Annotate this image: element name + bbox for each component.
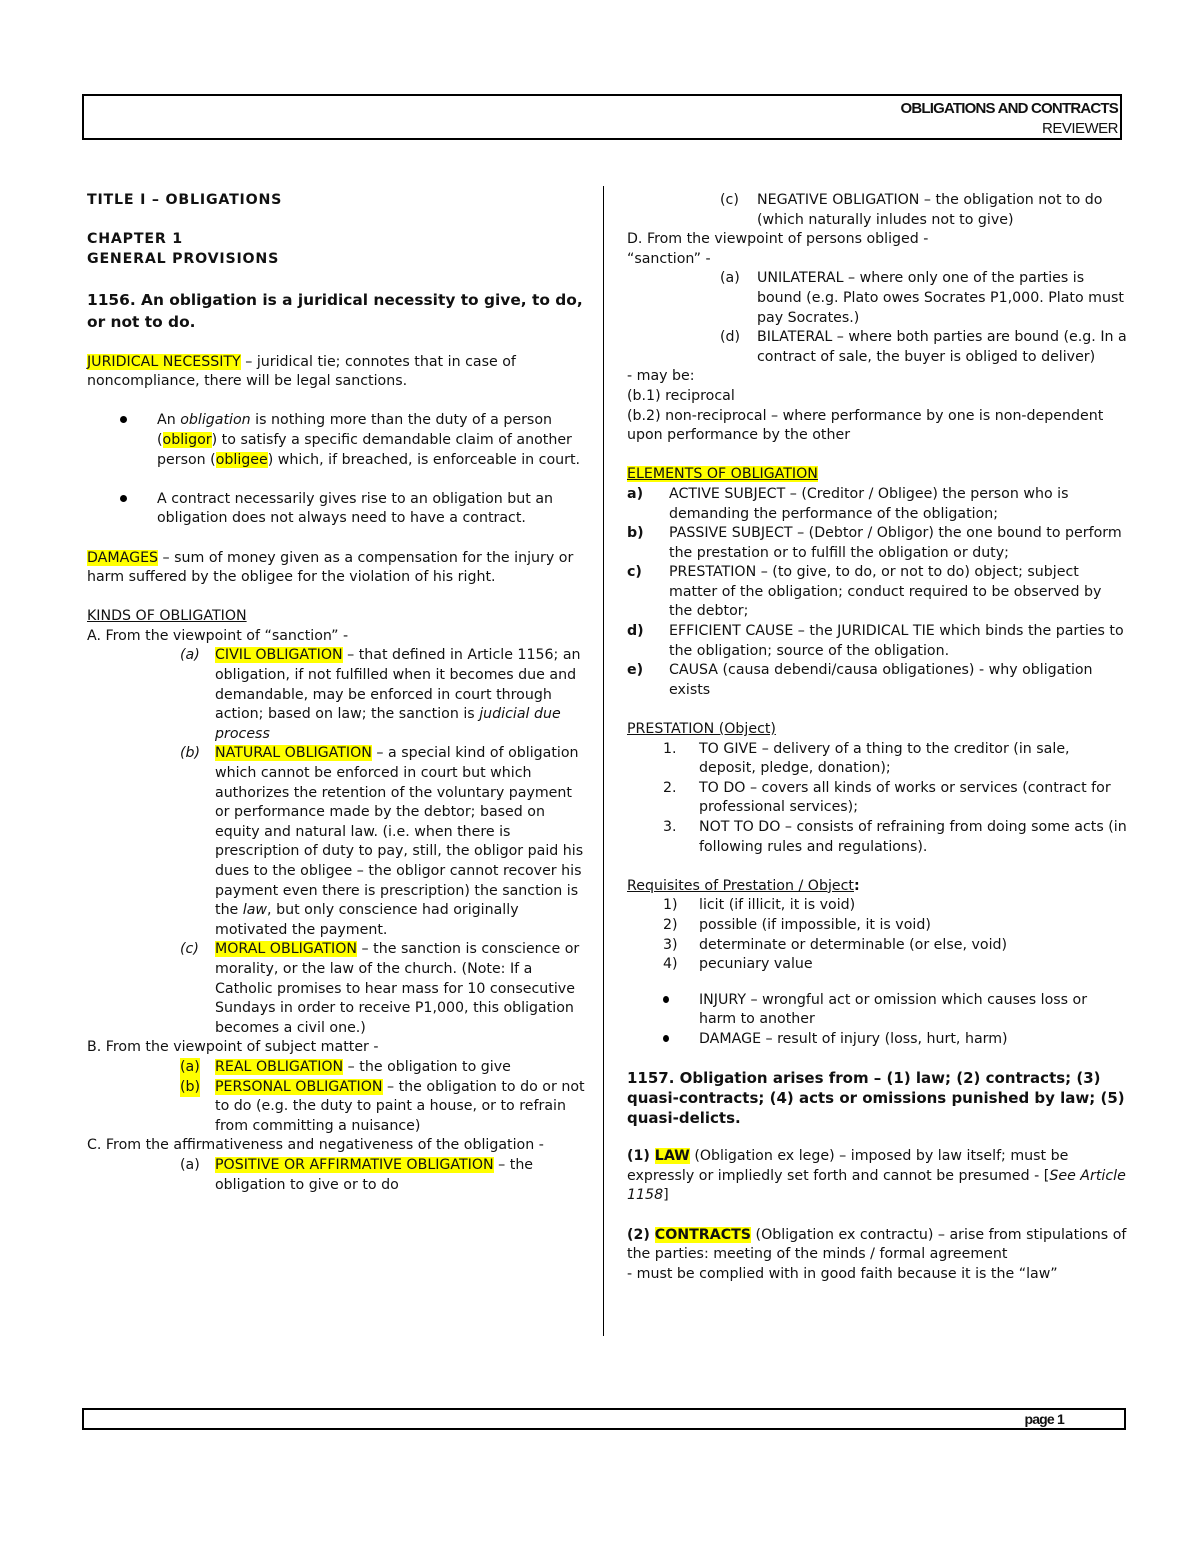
reciprocal-text: (b.1) reciprocal — [627, 387, 735, 404]
title-heading: TITLE I – OBLIGATIONS — [87, 192, 283, 208]
personal-obligation-item: (b) PERSONAL OBLIGATION – the obligation to do or not to do (e.g. the duty to paint a house, or to refrain from committing a nuisance) — [180, 1078, 585, 1134]
list-item: b) PASSIVE SUBJECT – (Debtor / Obligor) the one bound to perform the prestation or to fulfill the obligation or duty; — [627, 525, 1122, 561]
section-a-heading: A. From the viewpoint of “sanction” - — [87, 627, 349, 644]
section-d-sanction: “sanction” - — [627, 250, 711, 267]
header-subtitle: REVIEWER — [1041, 120, 1118, 137]
list-item: 3. NOT TO DO – consists of refraining from doing some acts (in following rules and regulations). — [663, 819, 1127, 855]
list-item: a) ACTIVE SUBJECT – (Creditor / Obligee) the person who is demanding the performance of the obligation; — [627, 485, 1069, 522]
positive-obligation-item: (a) POSITIVE OR AFFIRMATIVE OBLIGATION – the obligation to give or to do — [180, 1156, 534, 1193]
may-be-text: - may be: — [627, 368, 695, 385]
non-reciprocal-text: (b.2) non-reciprocal – where performance by one is non-dependent upon performance by the other — [627, 407, 1104, 444]
unilateral-item: (a) UNILATERAL – where only one of the parties is bound (e.g. Plato owes Socrates P1,000. Plato must pay Socrates.) — [720, 270, 1124, 326]
list-item: e) CAUSA (causa debendi/causa obligationes) - why obligation exists — [627, 662, 1093, 698]
prestation-heading: PRESTATION (Object) — [627, 721, 776, 738]
prestation-list — [627, 740, 1127, 858]
section-c-heading: C. From the affirmativeness and negativeness of the obligation - — [87, 1137, 544, 1154]
moral-obligation-item: (c) MORAL OBLIGATION – the sanction is conscience or morality, or the law of the church. (Note: If a Catholic promises to hear mass for 10 consecutive Sundays in order to receive P1,000, this obligation becomes a civil one.) — [180, 941, 580, 1036]
elements-heading: ELEMENTS OF OBLIGATION — [627, 466, 818, 483]
kinds-heading: KINDS OF OBLIGATION — [87, 608, 247, 625]
list-item: 1) licit (if illicit, it is void) — [663, 897, 856, 914]
law-source: (1) LAW (Obligation ex lege) – imposed by law itself; must be expressly or impliedly set forth and cannot be presumed - [See Article 1158] — [627, 1148, 1126, 1204]
juridical-necessity-definition: JURIDICAL NECESSITY – juridical tie; connotes that in case of noncompliance, there will be legal sanctions. — [87, 353, 516, 390]
real-obligation-item: (a) REAL OBLIGATION – the obligation to give — [87, 1058, 587, 1078]
header-title: OBLIGATIONS AND CONTRACTS — [900, 100, 1118, 117]
column-divider — [603, 186, 604, 1336]
chapter-heading: CHAPTER 1 — [87, 231, 183, 248]
list-item: 4) pecuniary value — [663, 956, 813, 973]
contracts-source: (2) CONTRACTS (Obligation ex contractu) – arise from stipulations of the parties: meeting of the minds / formal agreement — [627, 1226, 1127, 1263]
list-item: d) EFFICIENT CAUSE – the JURIDICAL TIE which binds the parties to the obligation; source of the obligation. — [627, 623, 1124, 659]
bullet-contract: A contract necessarily gives rise to an obligation but an obligation does not always need to have a contract. — [87, 490, 587, 529]
section-b-heading: B. From the viewpoint of subject matter - — [87, 1039, 379, 1056]
list-item: c) PRESTATION – (to give, to do, or not to do) object; subject matter of the obligation; conduct required to be observed by the debtor; — [627, 564, 1102, 620]
article-1156: 1156. An obligation is a juridical necessity to give, to do, or not to do. — [87, 290, 583, 331]
damage-bullet: DAMAGE – result of injury (loss, hurt, harm) — [627, 1030, 1127, 1050]
section-d-heading: D. From the viewpoint of persons obliged - — [627, 231, 929, 248]
damages-definition: DAMAGES – sum of money given as a compensation for the injury or harm suffered by the obligee for the violation of his right. — [87, 549, 574, 586]
natural-obligation-item: (b) NATURAL OBLIGATION – a special kind of obligation which cannot be enforced in court but which authorizes the retention of the voluntary payment or performance made by the debtor; based on equity and natural law. (i.e. when there is prescription of duty to pay, still, the obligor paid his dues to the obligee – the obligor cannot recover his payment even there is prescription) the sanction is the law, but only conscience had originally motivated the payment. — [180, 745, 584, 938]
bilateral-item: (d) BILATERAL – where both parties are bound (e.g. In a contract of sale, the buyer is obliged to deliver) — [720, 329, 1127, 365]
civil-obligation-item: (a) CIVIL OBLIGATION – that defined in Article 1156; an obligation, if not fulfilled when it becomes due and demandable, may be enforced in court through action; based on law; the sanction is judicial due process — [180, 647, 581, 742]
page-footer — [82, 1408, 1126, 1430]
list-item: 2. TO DO – covers all kinds of works or services (contract for professional services); — [663, 779, 1111, 816]
page-header — [82, 94, 1122, 140]
page-number: page 1 — [1024, 1411, 1064, 1427]
negative-obligation-item: (c) NEGATIVE OBLIGATION – the obligation not to do (which naturally inludes not to give) — [720, 192, 1103, 228]
bullet-obligation: An obligation is nothing more than the duty of a person (obligor) to satisfy a specific demandable claim of another person (obligee) which, if breached, is enforceable in court. — [87, 411, 587, 470]
article-1157: 1157. Obligation arises from – (1) law; (2) contracts; (3) quasi-contracts; (4) acts or omissions punished by law; (5) quasi-delicts. — [627, 1068, 1125, 1127]
requisites-list — [627, 896, 1127, 974]
elements-list — [627, 485, 1127, 701]
right-column — [627, 191, 1127, 1284]
chapter-name: GENERAL PROVISIONS — [87, 250, 280, 267]
list-item: 1. TO GIVE – delivery of a thing to the creditor (in sale, deposit, pledge, donation); — [663, 740, 1070, 777]
list-item: 3) determinate or determinable (or else, void) — [663, 936, 1008, 953]
juridical-necessity-term: JURIDICAL NECESSITY — [87, 353, 241, 370]
contracts-note: - must be complied with in good faith because it is the “law” — [627, 1265, 1058, 1282]
left-column — [87, 191, 587, 1195]
list-item: 2) possible (if impossible, it is void) — [663, 916, 931, 933]
requisites-heading: Requisites of Prestation / Object: — [627, 877, 860, 894]
injury-bullet: INJURY – wrongful act or omission which causes loss or harm to another — [627, 991, 1127, 1030]
damages-term: DAMAGES — [87, 549, 159, 566]
